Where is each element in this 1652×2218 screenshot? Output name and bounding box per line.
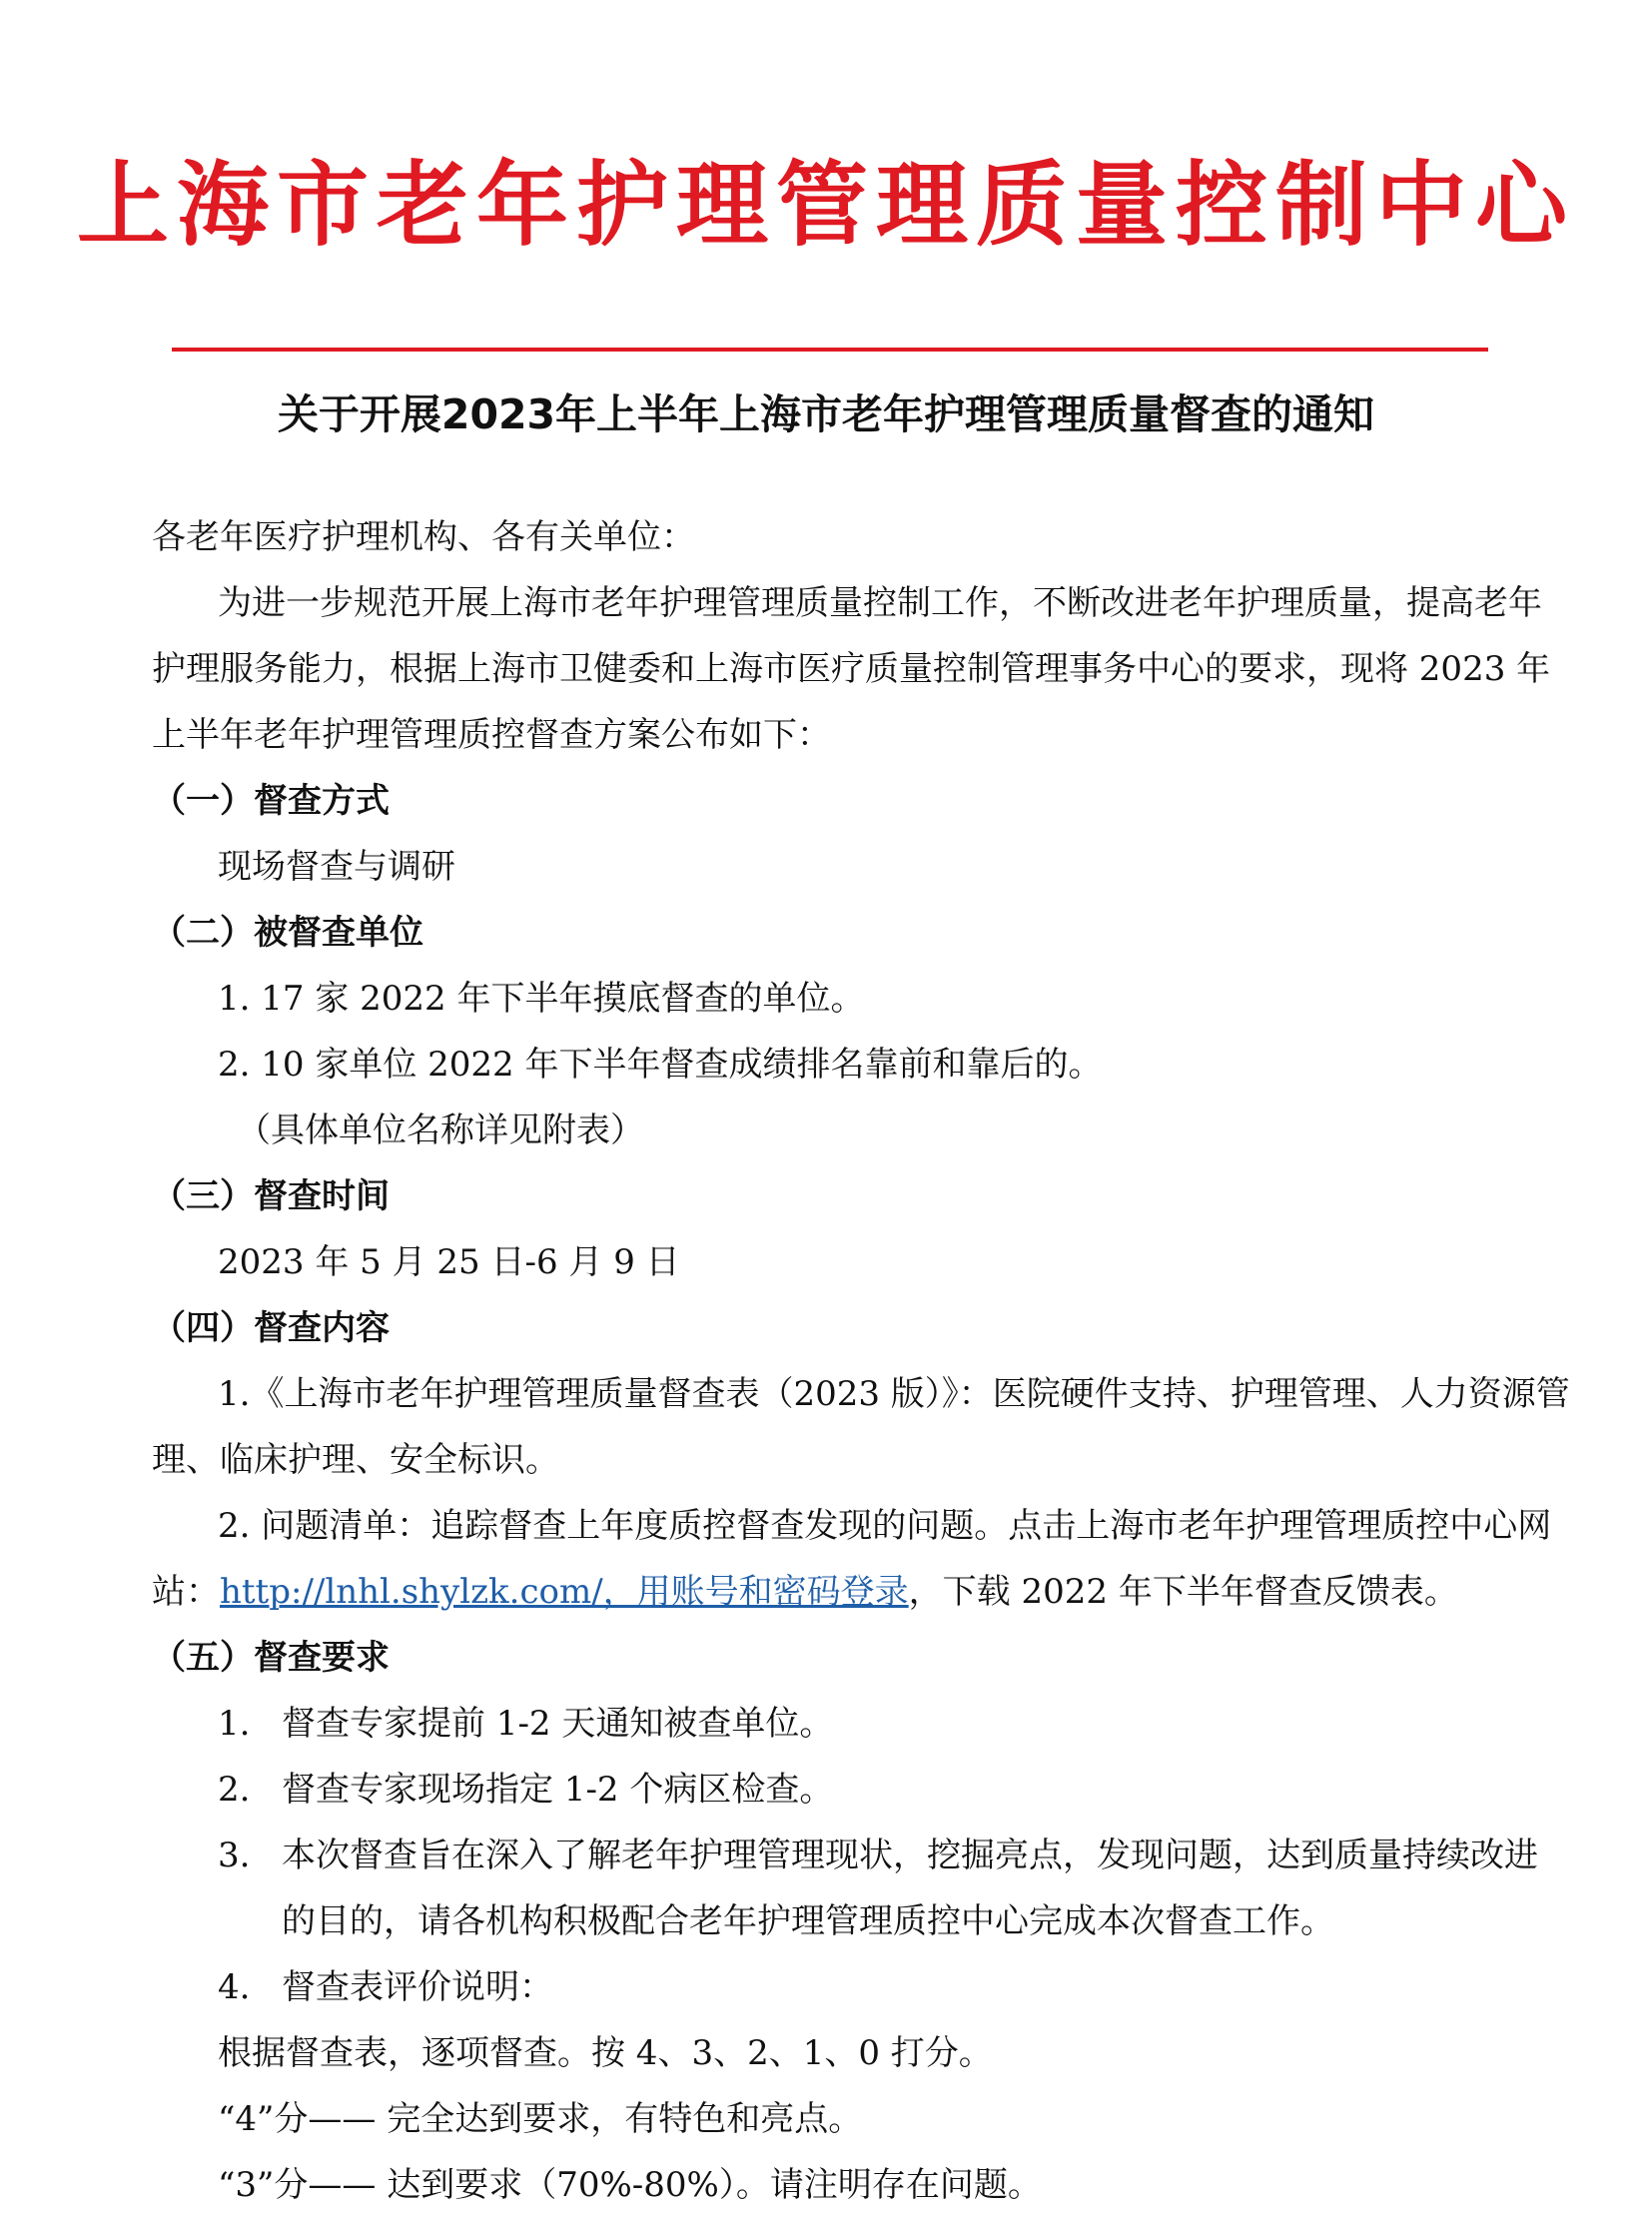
section-text: 2023 年 5 月 25 日-6 月 9 日 — [218, 1242, 680, 1282]
section-heading-units: （二）被督查单位 — [152, 913, 423, 953]
rating-4: “4”分—— 完全达到要求，有特色和亮点。 — [218, 2099, 863, 2139]
list-number: 2. — [218, 1770, 251, 1810]
content-line: 2. 问题清单：追踪督查上年度质控督查发现的问题。点击上海市老年护理管理质控中心网 — [218, 1506, 1552, 1546]
list-number: 3. — [218, 1836, 251, 1875]
intro-line: 护理服务能力，根据上海市卫健委和上海市医疗质量控制管理事务中心的要求，现将 2023 年 — [152, 649, 1551, 689]
intro-line: 为进一步规范开展上海市老年护理管理质量控制工作，不断改进老年护理质量，提高老年 — [218, 583, 1542, 623]
list-text: 督查专家现场指定 1-2 个病区检查。 — [282, 1770, 834, 1810]
list-item — [152, 1823, 1538, 1888]
content-line: 1.《上海市老年护理管理质量督查表（2023 版）》：医院硬件支持、护理管理、人力资源管 — [218, 1374, 1570, 1414]
content-line: 理、临床护理、安全标识。 — [152, 1440, 559, 1480]
notice-title: 关于开展2023年上半年上海市老年护理管理质量督查的通知 — [277, 390, 1375, 438]
section-heading-time: （三）督查时间 — [152, 1176, 390, 1216]
letterhead-title: 上海市老年护理管理质量控制中心 — [76, 151, 1575, 259]
salutation: 各老年医疗护理机构、各有关单位： — [152, 517, 695, 557]
list-text: 督查表评价说明： — [282, 1967, 553, 2007]
list-item — [152, 1757, 1525, 1823]
section-heading-content: （四）督查内容 — [152, 1308, 390, 1348]
list-item-continuation: 的目的，请各机构积极配合老年护理管理质控中心完成本次督查工作。 — [282, 1901, 1334, 1941]
website-link[interactable]: http://lnhl.shylzk.com/，用账号和密码登录 — [220, 1572, 909, 1612]
list-item — [152, 1954, 1525, 2020]
list-text: 督查专家提前 1-2 天通知被查单位。 — [282, 1704, 834, 1744]
list-text: 本次督查旨在深入了解老年护理管理现状，挖掘亮点，发现问题，达到质量持续改进 — [282, 1836, 1538, 1875]
content-suffix: ，下载 2022 年下半年督查反馈表。 — [908, 1572, 1458, 1612]
intro-line: 上半年老年护理管理质控督查方案公布如下： — [152, 715, 831, 755]
list-item: 1. 17 家 2022 年下半年摸底督查的单位。 — [218, 979, 865, 1019]
section-heading-requirements: （五）督查要求 — [152, 1638, 390, 1678]
section-text: 现场督查与调研 — [218, 847, 455, 887]
rating-3: “3”分—— 达到要求（70%-80%）。请注明存在问题。 — [218, 2165, 1042, 2205]
content-line — [152, 1559, 1525, 1625]
list-item: 2. 10 家单位 2022 年下半年督查成绩排名靠前和靠后的。 — [218, 1045, 1103, 1085]
letterhead-divider — [172, 348, 1488, 352]
section-note: （具体单位名称详见附表） — [237, 1110, 644, 1150]
notice-body — [152, 504, 1570, 2218]
content-prefix: 站： — [152, 1572, 220, 1612]
list-number: 1. — [218, 1704, 251, 1744]
list-item — [152, 1691, 1525, 1757]
section-heading-method: （一）督查方式 — [152, 781, 390, 821]
list-number: 4. — [218, 1967, 251, 2007]
rating-intro: 根据督查表，逐项督查。按 4、3、2、1、0 打分。 — [218, 2033, 993, 2073]
